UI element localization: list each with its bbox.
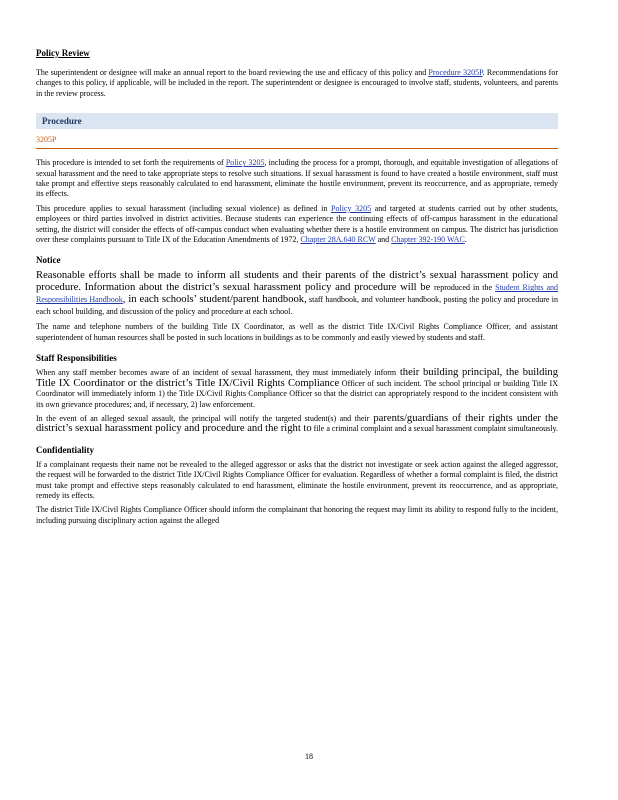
notice-paragraph-1: Reasonable efforts shall be made to inform all students and their parents of the district’s sexual harassment policy and procedure. Information about the district’s sexual harassment policy and procedure will be reproduced in the Student Rights and Responsibilities Handbook, in each schools’ student/parent handbook, staff handbook, and volunteer handbook, posting the policy and procedure in each school building, and discussion of the policy and procedure at each school.	[36, 270, 559, 317]
confidentiality-heading: Confidentiality	[36, 444, 95, 455]
staff-responsibilities-heading: Staff Responsibilities	[36, 353, 117, 364]
staff-paragraph-1: When any staff member becomes aware of an incident of sexual harassment, they must immediately inform their building principal, the building Title IX Coordinator or the district’s Title IX/Civil Rights Compliance Officer of such incident. The school principal or building Title IX Coordinator will immediately inform 1) the Title IX/Civil Rights Compliance Officer so that the district can appropriately respond to the incident consistent with its own grievance procedures; and, if necessary, 2) law enforcement.	[36, 367, 559, 409]
page-number: 18	[305, 752, 313, 761]
policy-3205-link[interactable]: Policy 3205	[225, 158, 265, 168]
procedure-section-bar: Procedure	[36, 113, 558, 129]
procedure-3205p-link[interactable]: Procedure 3205P	[428, 68, 483, 77]
intro-paragraph-2: This procedure applies to sexual harassment (including sexual violence) as defined in Policy 3205 and targeted at students carried out by other students, employees or third parties involved in district activities. Because students can experience the continuing effects of off-campus harassment in the educational setting, the district will consider the effects of off-campus conduct when evaluating whether there is a hostile environment on campus. The district has jurisdiction over these complaints pursuant to Title IX of the Education Amendments of 1972, Chapter 28A.640 RCW and Chapter 392-190 WAC.	[36, 203, 559, 245]
notice-paragraph-2: The name and telephone numbers of the building Title IX Coordinator, as well as the district Title IX/Civil Rights Compliance Officer, and assistant superintendent of human resources shall be posted in such locations in buildings as to be commonly and easily viewed by students and staff.	[36, 322, 558, 342]
policy-review-paragraph: The superintendent or designee will make an annual report to the board reviewing the use and efficacy of this policy and Procedure 3205P. Recommendations for changes to this policy, if applicable, will be included in the report. The superintendent or designee is encouraged to involve staff, students, volunteers, and parents in the review process.	[36, 68, 558, 98]
confidentiality-paragraph-2: The district Title IX/Civil Rights Compliance Officer should inform the complainant that honoring the request may limit its ability to respond fully to the incident, including pursuing disciplinary action against the alleged	[36, 505, 558, 525]
policy-review-heading: Policy Review	[36, 48, 90, 58]
procedure-code: 3205P	[36, 135, 558, 149]
document-page	[36, 48, 558, 530]
wac-link[interactable]: Chapter 392-190 WAC	[391, 235, 465, 245]
policy-3205-link-2[interactable]: Policy 3205	[331, 203, 372, 213]
rcw-link[interactable]: Chapter 28A.640 RCW	[300, 235, 376, 245]
staff-paragraph-2: In the event of an alleged sexual assault, the principal will notify the targeted student(s) and their parents/guardians of their rights under the district’s sexual harassment policy and procedure and the right to file a criminal complaint and a sexual harassment complaint simultaneously.	[36, 412, 558, 435]
student-rights-handbook-link[interactable]: Student Rights and Responsibilities Handbook	[36, 283, 559, 305]
notice-heading: Notice	[36, 255, 61, 266]
intro-paragraph-1: This procedure is intended to set forth the requirements of Policy 3205, including the process for a prompt, thorough, and equitable investigation of allegations of sexual harassment and the need to take appropriate steps to resolve such situations. If sexual harassment is found to have created a hostile environment, staff must take prompt and effective steps reasonably calculated to end harassment, eliminate the hostile environment, prevent its reoccurrence, and as appropriate, remedy its effects.	[36, 158, 558, 199]
confidentiality-paragraph-1: If a complainant requests their name not be revealed to the alleged aggressor or asks that the district not investigate or seek action against the alleged aggressor, the request will be forwarded to the district Title IX/Civil Rights Compliance Officer for evaluation. Regardless of whether a formal complaint is filed, the district must take prompt and effective steps reasonably calculated to end harassment, eliminate the hostile environment, prevent its reoccurrence, and as appropriate, remedy its effects.	[36, 459, 558, 500]
